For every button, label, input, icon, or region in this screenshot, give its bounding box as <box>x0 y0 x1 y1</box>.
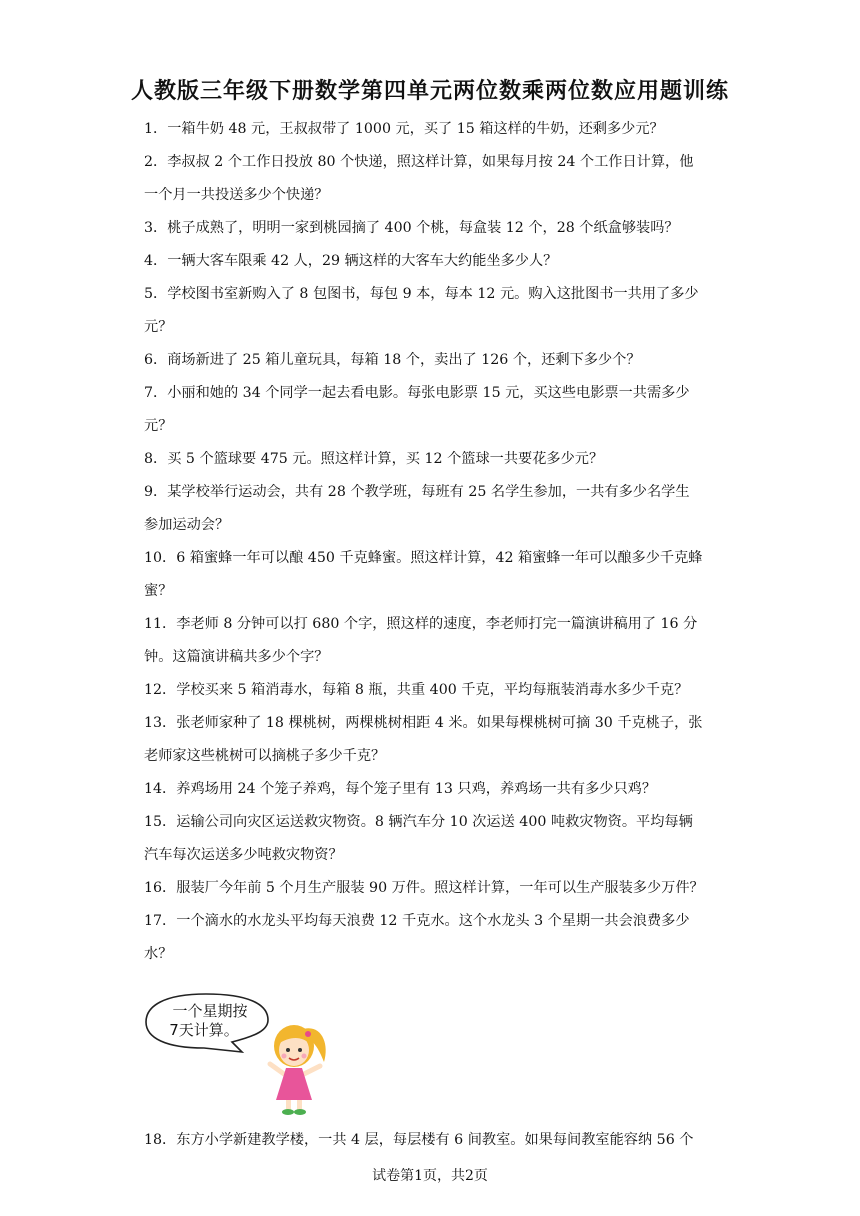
question-10-continued <box>144 575 720 608</box>
question-text: 服装厂今年前 5 个月生产服装 90 万件。照这样计算，一年可以生产服装多少万件？ <box>176 880 704 896</box>
question-number: 17． <box>144 913 177 929</box>
question-number: 13． <box>144 715 177 731</box>
question-text: 一辆大客车限乘 42 人，29 辆这样的大客车大约能坐多少人？ <box>167 253 558 269</box>
question-9 <box>144 476 720 509</box>
question-8 <box>144 443 720 476</box>
question-11-continued <box>144 641 720 674</box>
speech-bubble-line2: 7天计算。 <box>169 1021 239 1039</box>
question-15 <box>144 806 720 839</box>
question-text: 水？ <box>144 946 173 962</box>
question-number: 2． <box>144 154 168 170</box>
question-12 <box>144 674 720 707</box>
question-number: 16． <box>144 880 177 896</box>
question-3 <box>144 212 720 245</box>
question-10 <box>144 542 720 575</box>
question-number: 1． <box>144 121 168 137</box>
question-text: 参加运动会？ <box>144 517 230 533</box>
page-footer: 试卷第1页，共2页 <box>372 1168 488 1184</box>
girl-speech-bubble-image <box>144 990 344 1120</box>
question-number: 4． <box>144 253 168 269</box>
question-number: 3． <box>144 220 168 236</box>
question-text: 李叔叔 2 个工作日投放 80 个快递，照这样计算，如果每月按 24 个工作日计算，他 <box>167 154 694 170</box>
question-text: 蜜？ <box>144 583 173 599</box>
question-number: 15． <box>144 814 177 830</box>
question-16 <box>144 872 720 905</box>
question-text: 张老师家种了 18 棵桃树，两棵桃树相距 4 米。如果每棵桃树可摘 30 千克桃子，张 <box>176 715 703 731</box>
question-text: 一个月一共投送多少个快递？ <box>144 187 329 203</box>
question-13-continued <box>144 740 720 773</box>
question-text: 学校图书室新购入了 8 包图书，每包 9 本，每本 12 元。购入这批图书一共用了多少 <box>167 286 699 302</box>
question-14 <box>144 773 720 806</box>
question-text: 小丽和她的 34 个同学一起去看电影。每张电影票 15 元，买这些电影票一共需多少 <box>167 385 690 401</box>
question-number: 11． <box>144 616 177 632</box>
question-number: 6． <box>144 352 168 368</box>
question-text: 某学校举行运动会，共有 28 个教学班，每班有 25 名学生参加，一共有多少名学生 <box>167 484 690 500</box>
question-18 <box>144 1124 720 1157</box>
question-text: 买 5 个篮球要 475 元。照这样计算，买 12 个篮球一共要花多少元？ <box>167 451 604 467</box>
question-text: 一个滴水的水龙头平均每天浪费 12 千克水。这个水龙头 3 个星期一共会浪费多少 <box>176 913 690 929</box>
question-text: 元？ <box>144 418 173 434</box>
question-text: 李老师 8 分钟可以打 680 个字，照这样的速度，李老师打完一篇演讲稿用了 16 分 <box>176 616 698 632</box>
page-title: 人教版三年级下册数学第四单元两位数乘两位数应用题训练 <box>130 78 729 104</box>
question-text: 老师家这些桃树可以摘桃子多少千克？ <box>144 748 386 764</box>
question-text: 钟。这篇演讲稿共多少个字？ <box>144 649 329 665</box>
question-5-continued <box>144 311 720 344</box>
question-13 <box>144 707 720 740</box>
speech-bubble-line1: 一个星期按 <box>172 1002 248 1020</box>
question-text: 商场新进了 25 箱儿童玩具，每箱 18 个，卖出了 126 个，还剩下多少个？ <box>167 352 641 368</box>
question-6 <box>144 344 720 377</box>
girl-illustration <box>144 990 344 1120</box>
question-number: 8． <box>144 451 168 467</box>
question-17 <box>144 905 720 938</box>
question-text: 汽车每次运送多少吨救灾物资？ <box>144 847 343 863</box>
question-number: 12． <box>144 682 177 698</box>
question-15-continued <box>144 839 720 872</box>
question-number: 5． <box>144 286 168 302</box>
question-2 <box>144 146 720 179</box>
question-11 <box>144 608 720 641</box>
question-number: 10． <box>144 550 177 566</box>
question-text: 养鸡场用 24 个笼子养鸡，每个笼子里有 13 只鸡，养鸡场一共有多少只鸡？ <box>176 781 657 797</box>
question-number: 14． <box>144 781 177 797</box>
question-number: 7． <box>144 385 168 401</box>
girl-figure <box>270 1025 326 1115</box>
question-7-continued <box>144 410 720 443</box>
question-number: 9． <box>144 484 168 500</box>
question-text: 6 箱蜜蜂一年可以酿 450 千克蜂蜜。照这样计算，42 箱蜜蜂一年可以酿多少千克蜂 <box>176 550 703 566</box>
question-4 <box>144 245 720 278</box>
question-text: 元？ <box>144 319 173 335</box>
question-9-continued <box>144 509 720 542</box>
question-number: 18． <box>144 1132 177 1148</box>
question-2-continued <box>144 179 720 212</box>
question-5 <box>144 278 720 311</box>
question-text: 一箱牛奶 48 元，王叔叔带了 1000 元，买了 15 箱这样的牛奶，还剩多少元？ <box>167 121 664 137</box>
question-1 <box>144 113 720 146</box>
question-text: 东方小学新建教学楼，一共 4 层，每层楼有 6 间教室。如果每间教室能容纳 56 个 <box>176 1132 694 1148</box>
question-text: 学校买来 5 箱消毒水，每箱 8 瓶，共重 400 千克，平均每瓶装消毒水多少千克？ <box>176 682 689 698</box>
question-text: 桃子成熟了，明明一家到桃园摘了 400 个桃，每盒装 12 个，28 个纸盒够装吗？ <box>167 220 679 236</box>
question-17-continued <box>144 938 720 971</box>
question-7 <box>144 377 720 410</box>
question-text: 运输公司向灾区运送救灾物资。8 辆汽车分 10 次运送 400 吨救灾物资。平均每辆 <box>176 814 693 830</box>
